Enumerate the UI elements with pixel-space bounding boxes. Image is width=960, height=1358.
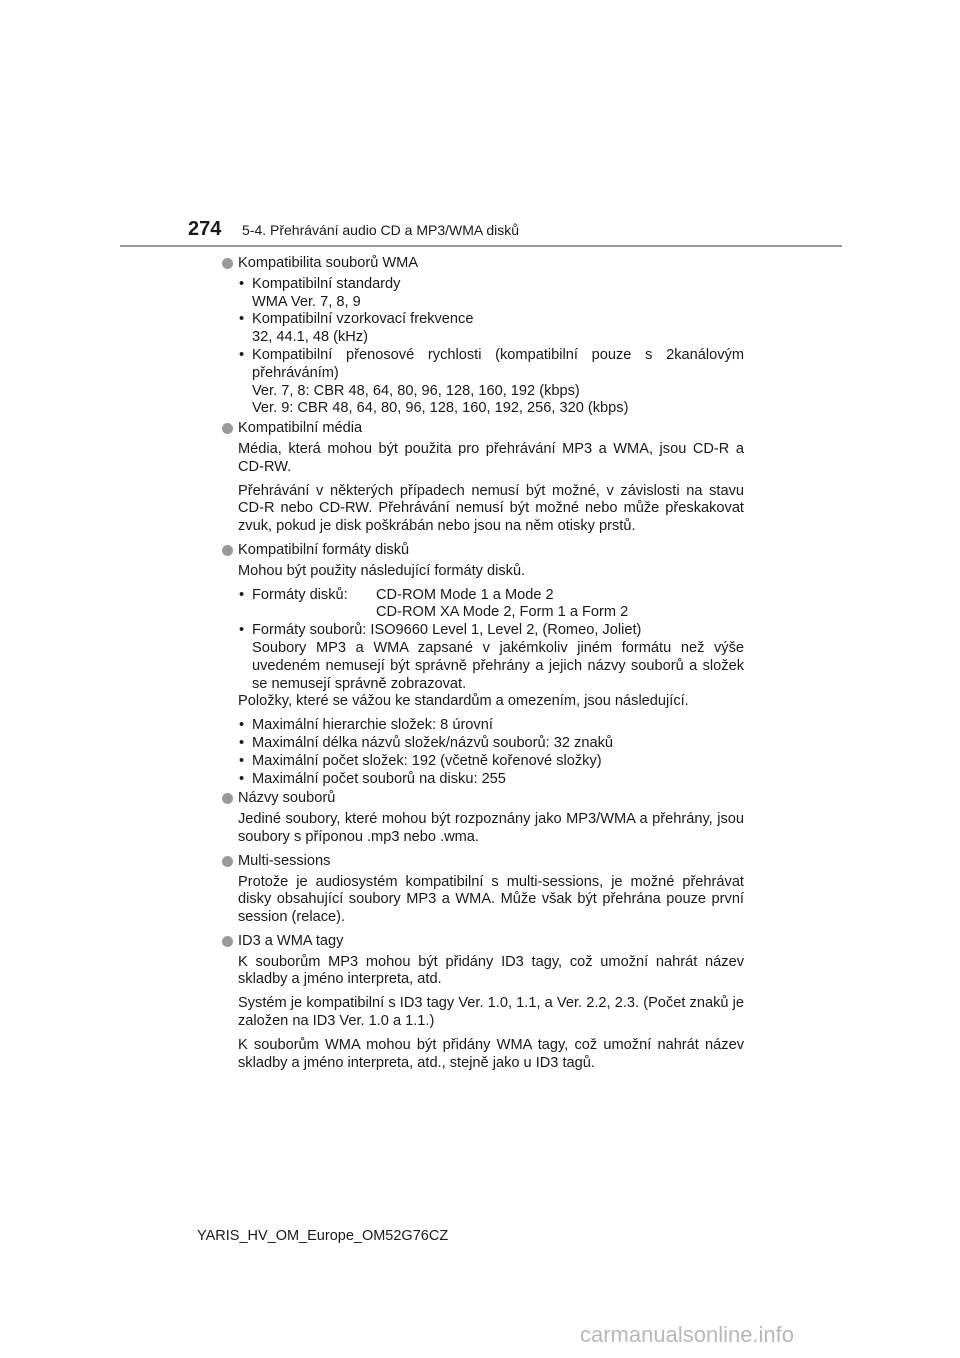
disk-formats-row	[252, 587, 744, 623]
limits-intro: Položky, které se vážou ke standardům a omezením, jsou následující.	[238, 693, 689, 710]
item-value: Ver. 7, 8: CBR 48, 64, 80, 96, 128, 160, 192 (kbps)	[252, 382, 580, 399]
item-text: Kompatibilní standardy	[252, 275, 401, 292]
list-item	[238, 622, 744, 693]
disk-format-value: CD-ROM Mode 1 a Mode 2	[376, 586, 554, 603]
paragraph: Systém je kompatibilní s ID3 tagy Ver. 1.0, 1.1, a Ver. 2.2, 2.3. (Počet znaků je založen na ID3 Ver. 1.0 a 1.1.)	[238, 995, 744, 1030]
list-item	[238, 311, 744, 347]
disk-formats-label: • Formáty disků:	[252, 586, 348, 603]
bullet-circle-icon	[222, 545, 233, 556]
paragraph: Jediné soubory, které mohou být rozpoznány jako MP3/WMA a přehrány, jsou soubory s příponou .mp3 nebo .wma.	[238, 811, 744, 845]
section-title: 5-4. Přehrávání audio CD a MP3/WMA disků	[242, 222, 520, 238]
formats-list	[238, 587, 744, 694]
bullet-circle-icon	[222, 258, 233, 269]
heading-text: Kompatibilní formáty disků	[238, 541, 410, 558]
section-heading-media	[222, 420, 744, 438]
section-heading-tags	[222, 933, 744, 951]
item-note: Soubory MP3 a WMA zapsané v jakémkoliv jiném formátu než výše uvedeném nemusejí být správně přehrány a jejich názvy souborů a složek se nemusejí správně zobrazovat.	[252, 639, 744, 692]
document-code: YARIS_HV_OM_Europe_OM52G76CZ	[197, 1228, 449, 1244]
paragraph: K souborům WMA mohou být přidány WMA tagy, což umožní nahrát název skladby a jméno interpreta, atd., stejně jako u ID3 tagů.	[238, 1036, 744, 1071]
list-item: • Maximální délka názvů složek/názvů souborů: 32 znaků	[238, 735, 744, 753]
paragraph: K souborům MP3 mohou být přidány ID3 tagy, což umožní nahrát název skladby a jméno interpreta, atd.	[238, 953, 744, 988]
disk-format-value: CD-ROM XA Mode 2, Form 1 a Form 2	[376, 604, 629, 621]
item-text: Kompatibilní přenosové rychlosti (kompatibilní pouze s 2kanálovým přehráváním)	[252, 346, 744, 381]
item-value: Ver. 9: CBR 48, 64, 80, 96, 128, 160, 192, 256, 320 (kbps)	[252, 400, 629, 417]
heading-text: Názvy souborů	[238, 790, 336, 807]
heading-text: Multi-sessions	[238, 852, 331, 869]
heading-text: ID3 a WMA tagy	[238, 932, 344, 949]
bullet-circle-icon	[222, 856, 233, 867]
paragraph: Přehrávání v některých případech nemusí být možné, v závislosti na stavu CD-R nebo CD-RW. Přehrávání nemusí být možné nebo může přeskakovat zvuk, pokud je disk poškrábán nebo jsou na něm otisky prstů.	[238, 482, 744, 535]
watermark: carmanualsonline.info	[580, 1322, 795, 1347]
section-heading-filenames	[222, 790, 744, 808]
paragraph: Mohou být použity následující formáty disků.	[238, 562, 526, 579]
list-item: • Maximální hierarchie složek: 8 úrovní	[238, 717, 744, 735]
item-value: 32, 44.1, 48 (kHz)	[252, 329, 368, 346]
list-item	[238, 347, 744, 418]
heading-text: Kompatibilita souborů WMA	[238, 255, 419, 271]
disk-formats-values	[376, 587, 628, 623]
wma-list	[238, 276, 744, 418]
page-content	[222, 253, 744, 1078]
page-header	[120, 214, 842, 248]
limits-list	[238, 717, 744, 788]
paragraph: Média, která mohou být použita pro přehrávání MP3 a WMA, jsou CD-R a CD-RW.	[238, 440, 744, 475]
section-heading-multisessions	[222, 853, 744, 871]
item-value: WMA Ver. 7, 8, 9	[252, 293, 361, 310]
heading-text: Kompatibilní média	[238, 420, 363, 437]
item-text: Kompatibilní vzorkovací frekvence	[252, 311, 474, 328]
list-item	[238, 587, 744, 623]
page-number: 274	[188, 218, 222, 240]
bullet-circle-icon	[222, 423, 233, 434]
section-heading-wma	[222, 255, 744, 273]
bullet-circle-icon	[222, 936, 233, 947]
list-item: • Maximální počet souborů na disku: 255	[238, 771, 744, 789]
bullet-circle-icon	[222, 793, 233, 804]
header-divider	[120, 245, 842, 247]
paragraph: Protože je audiosystém kompatibilní s multi-sessions, je možné přehrávat disky obsahující soubory MP3 a WMA. Může však být přehrána pouze první session (relace).	[238, 873, 744, 926]
list-item: • Maximální počet složek: 192 (včetně kořenové složky)	[238, 753, 744, 771]
section-heading-formats	[222, 542, 744, 560]
list-item	[238, 276, 744, 312]
item-text: Formáty souborů: ISO9660 Level 1, Level 2, (Romeo, Joliet)	[252, 622, 642, 639]
